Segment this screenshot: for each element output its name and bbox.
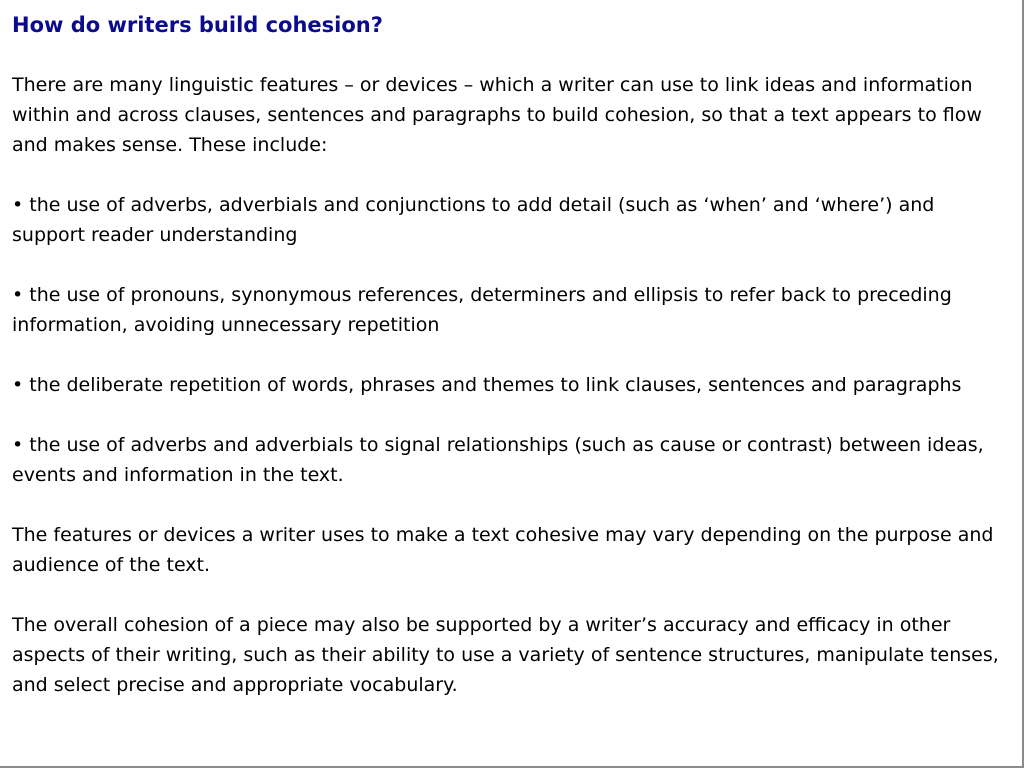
bullet-item-adverbs-detail: • the use of adverbs, adverbials and conjunctions to add detail (such as ‘when’ and ‘where’) and support reader understanding	[12, 194, 935, 246]
intro-paragraph: There are many linguistic features – or devices – which a writer can use to link ideas and information within and across clauses, sentences and paragraphs to build cohesion, so that a text appears to flow and makes sense. These include:	[12, 74, 982, 156]
overall-cohesion-paragraph: The overall cohesion of a piece may also be supported by a writer’s accuracy and efficacy in other aspects of their writing, such as their ability to use a variety of sentence structures, manipulate tenses, and select precise and appropriate vocabulary.	[12, 614, 999, 696]
bullet-item-adverbs-relationships: • the use of adverbs and adverbials to signal relationships (such as cause or contrast) between ideas, events and information in the text.	[12, 434, 984, 486]
bullet-item-repetition: • the deliberate repetition of words, phrases and themes to link clauses, sentences and paragraphs	[12, 374, 962, 396]
page-title: How do writers build cohesion?	[12, 13, 383, 37]
document-content	[12, 10, 1002, 700]
features-paragraph: The features or devices a writer uses to make a text cohesive may vary depending on the purpose and audience of the text.	[12, 524, 994, 576]
bullet-item-pronouns: • the use of pronouns, synonymous references, determiners and ellipsis to refer back to preceding information, avoiding unnecessary repetition	[12, 284, 952, 336]
